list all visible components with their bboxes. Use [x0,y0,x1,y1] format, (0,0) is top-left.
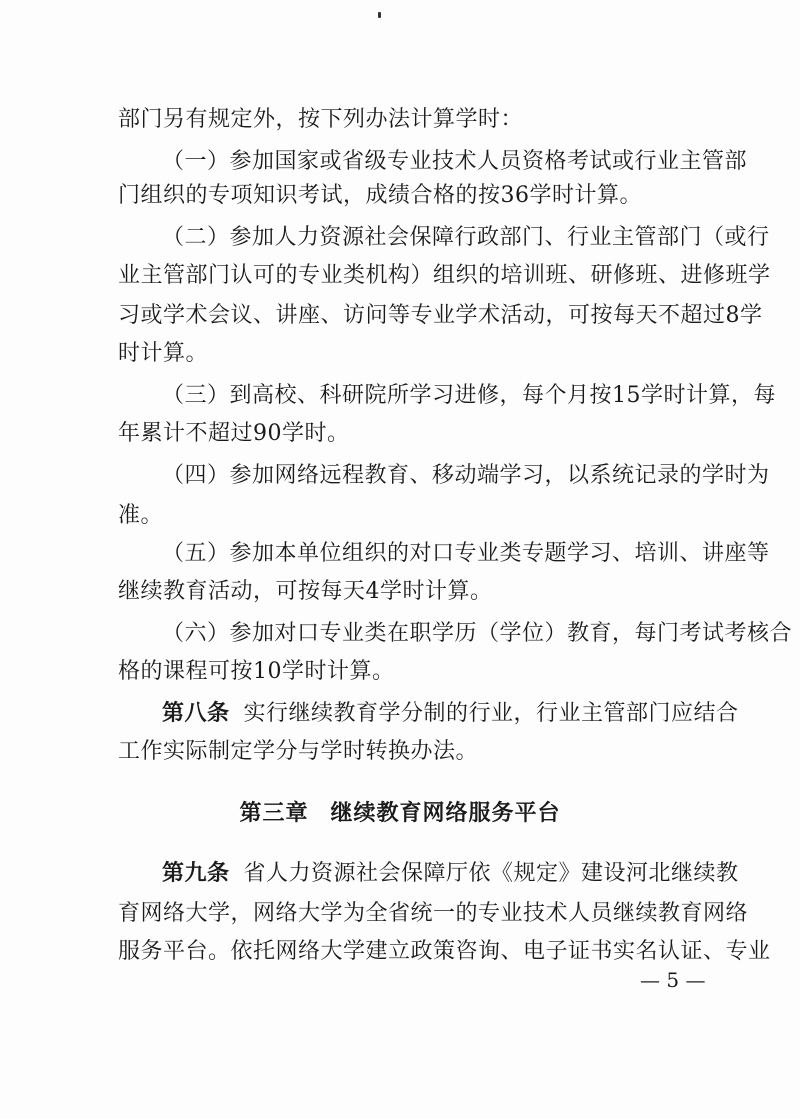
page-number: — 5 — [640,968,706,992]
paragraph-line: （三）到高校、科研院所学习进修，每个月按15学时计算，每 [162,383,776,408]
article-8-first-line [162,698,739,730]
paragraph-line: 工作实际制定学分与学时转换办法。 [118,739,479,764]
article-9-label: 第九条 [162,861,230,886]
article-9-first-line [162,858,739,890]
chapter-heading [0,798,800,830]
paragraph-line: 业主管部门认可的专业类机构）组织的培训班、研修班、进修班学 [118,263,771,288]
paragraph-line: 准。 [118,503,164,528]
paragraph-line: （四）参加网络远程教育、移动端学习，以系统记录的学时为 [162,463,770,488]
article-8-label: 第八条 [162,701,230,726]
paragraph-line: 时计算。 [118,341,209,366]
paragraph-line: （五）参加本单位组织的对口专业类专题学习、培训、讲座等 [162,541,770,566]
chapter-title: 继续教育网络服务平台 [330,801,561,826]
article-8-text: 实行继续教育学分制的行业，行业主管部门应结合 [243,701,739,726]
paragraph-line: 部门另有规定外，按下列办法计算学时： [118,107,524,132]
paragraph-line: 格的课程可按10学时计算。 [118,659,395,684]
paragraph-line: 习或学术会议、讲座、访问等专业学术活动，可按每天不超过8学 [118,303,763,328]
paragraph-line: 服务平台。依托网络大学建立政策咨询、电子证书实名认证、专业 [118,939,771,964]
paragraph-line: 育网络大学，网络大学为全省统一的专业技术人员继续教育网络 [118,901,749,926]
article-9-text: 省人力资源社会保障厅依《规定》建设河北继续教 [243,861,739,886]
paragraph-line: （二）参加人力资源社会保障行政部门、行业主管部门（或行 [162,225,770,250]
paragraph-line: （六）参加对口专业类在职学历（学位）教育，每门考试考核合 [162,621,793,646]
paragraph-line: 继续教育活动，可按每天4学时计算。 [118,579,493,604]
paragraph-line: （一）参加国家或省级专业技术人员资格考试或行业主管部 [162,149,748,174]
paragraph-line: 门组织的专项知识考试，成绩合格的按36学时计算。 [118,183,642,208]
paragraph-line: 年累计不超过90学时。 [118,421,350,446]
scan-speck [378,12,381,18]
chapter-number: 第三章 [239,801,309,826]
